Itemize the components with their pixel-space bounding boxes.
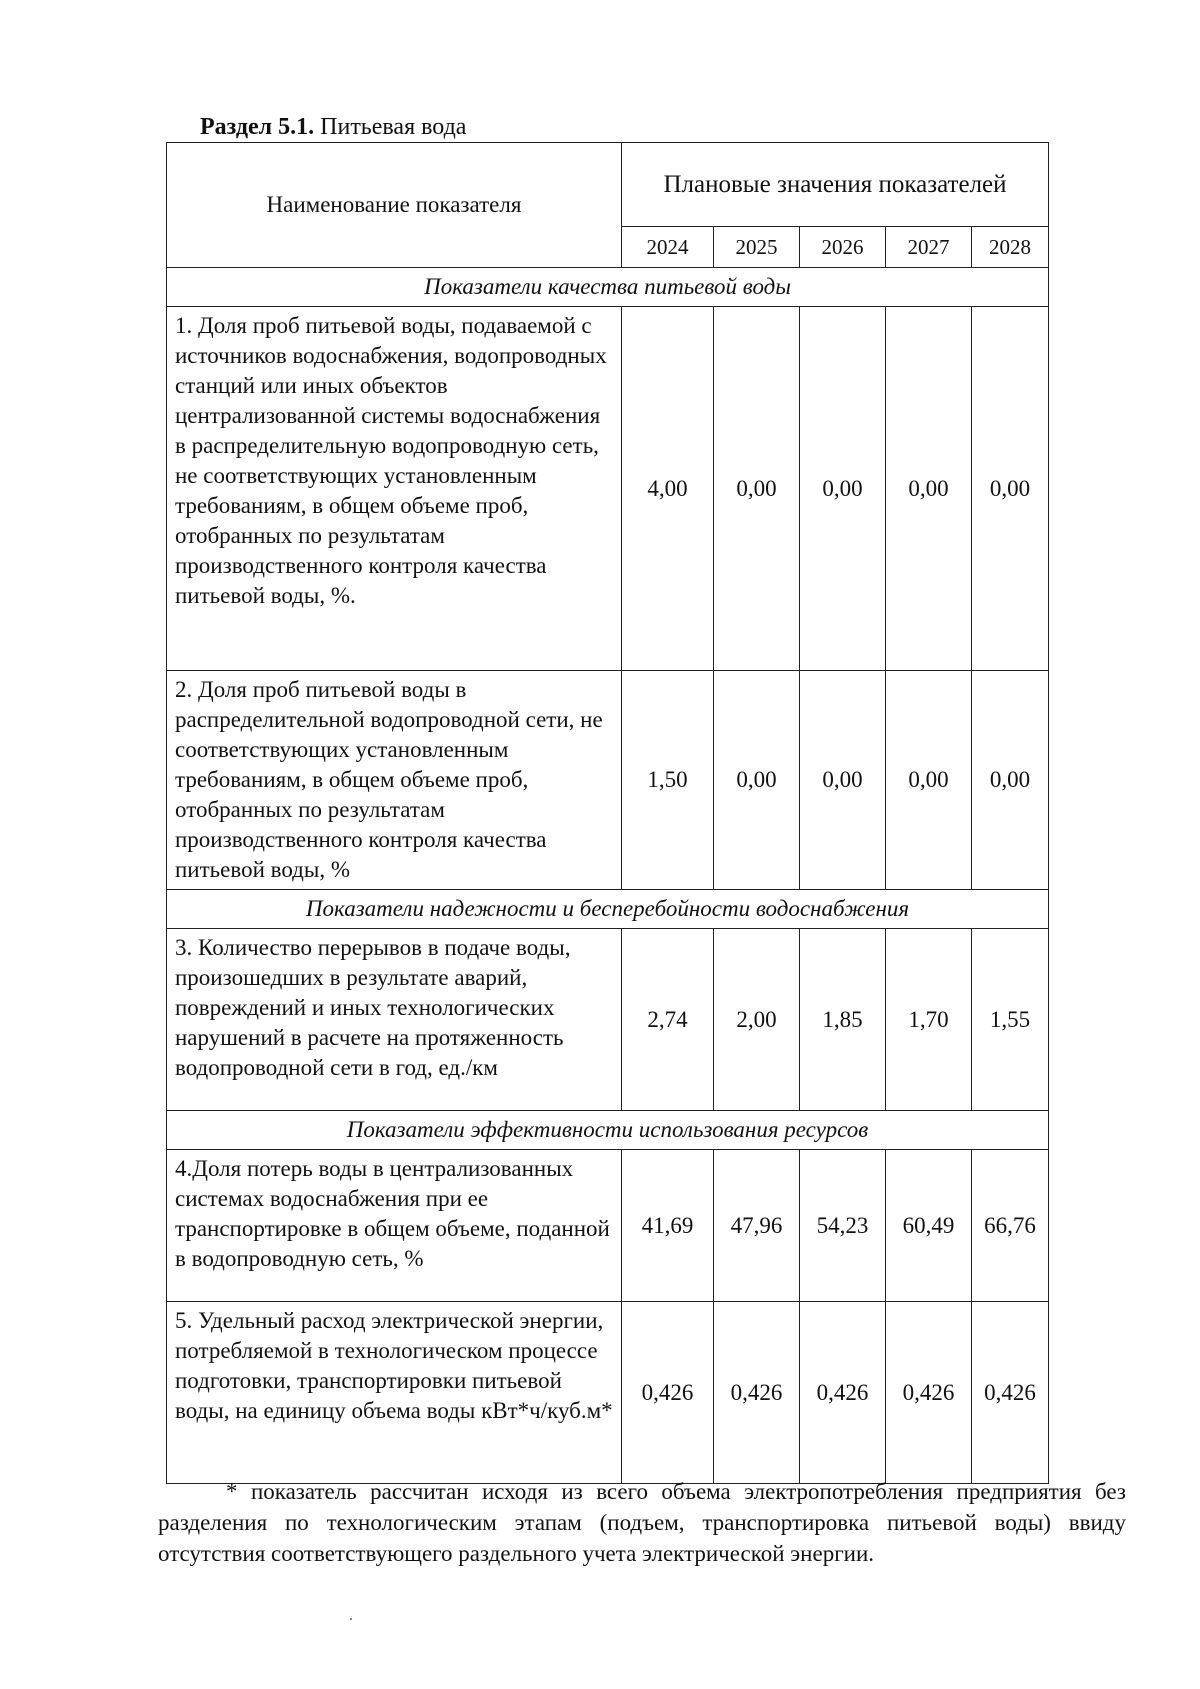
- indicator-value: 0,426: [886, 1302, 972, 1484]
- indicator-value: 0,426: [972, 1302, 1049, 1484]
- scan-speck: [350, 1618, 352, 1620]
- indicator-value: 0,00: [714, 307, 800, 671]
- indicator-name: 3. Количество перерывов в подаче воды, произошедших в результате аварий, повреждений и иных технологических нарушений в расчете на протяженность водопроводной сети в год, ед./км: [167, 929, 622, 1111]
- section-name: Питьевая вода: [320, 114, 467, 140]
- indicator-value: 66,76: [972, 1150, 1049, 1302]
- indicator-name: 5. Удельный расход электрической энергии, потребляемой в технологическом процессе подготовки, транспортировки питьевой воды, на единицу объема воды кВт*ч/куб.м*: [167, 1302, 622, 1484]
- section-title: [200, 112, 466, 142]
- indicator-name: 1. Доля проб питьевой воды, подаваемой с источников водоснабжения, водопроводных станций или иных объектов централизованной системы водоснабжения в распределительную водопроводную сеть, не соответствующих установленным требованиям, в общем объеме проб, отобранных по результатам производственного контроля качества питьевой воды, %.: [167, 307, 622, 671]
- indicator-value: 60,49: [886, 1150, 972, 1302]
- table-row: [167, 1150, 1049, 1302]
- indicator-value: 0,00: [886, 307, 972, 671]
- footnote: * показатель рассчитан исходя из всего объема электропотребления предприятия без разделения по технологическим этапам (подъем, транспортировка питьевой воды) ввиду отсутствия соответствующего раздельного учета электрической энергии.: [158, 1479, 1126, 1566]
- group-header: Показатели эффективности использования ресурсов: [167, 1111, 1049, 1150]
- indicator-value: 0,00: [800, 307, 886, 671]
- indicator-name: 4.Доля потерь воды в централизованных системах водоснабжения при ее транспортировке в общем объеме, поданной в водопроводную сеть, %: [167, 1150, 622, 1302]
- indicator-value: 1,50: [622, 671, 714, 890]
- indicator-value: 0,00: [972, 671, 1049, 890]
- indicator-value: 0,00: [886, 671, 972, 890]
- indicator-value: 1,85: [800, 929, 886, 1111]
- table-row: [167, 671, 1049, 890]
- group-header: Показатели качества питьевой воды: [167, 268, 1049, 307]
- year-header: 2025: [714, 227, 800, 268]
- indicator-value: 0,426: [800, 1302, 886, 1484]
- year-header: 2026: [800, 227, 886, 268]
- indicator-value: 1,70: [886, 929, 972, 1111]
- table-row: [167, 1302, 1049, 1484]
- section-label: Раздел 5.1.: [200, 114, 315, 140]
- indicator-value: 0,00: [714, 671, 800, 890]
- year-header: 2027: [886, 227, 972, 268]
- indicator-value: 54,23: [800, 1150, 886, 1302]
- indicator-value: 2,74: [622, 929, 714, 1111]
- indicators-table: [166, 142, 1049, 1484]
- plan-values-header: Плановые значения показателей: [622, 143, 1049, 227]
- indicator-value: 0,426: [714, 1302, 800, 1484]
- indicator-value: 41,69: [622, 1150, 714, 1302]
- indicator-value: 0,00: [800, 671, 886, 890]
- indicator-value: 0,426: [622, 1302, 714, 1484]
- table-row: [167, 929, 1049, 1111]
- indicator-value: 47,96: [714, 1150, 800, 1302]
- year-header: 2028: [972, 227, 1049, 268]
- table-row: [167, 307, 1049, 671]
- indicator-value: 1,55: [972, 929, 1049, 1111]
- year-header: 2024: [622, 227, 714, 268]
- group-header: Показатели надежности и бесперебойности водоснабжения: [167, 890, 1049, 929]
- indicator-value: 4,00: [622, 307, 714, 671]
- indicator-value: 0,00: [972, 307, 1049, 671]
- indicator-name: 2. Доля проб питьевой воды в распределительной водопроводной сети, не соответствующих установленным требованиям, в общем объеме проб, отобранных по результатам производственного контроля качества питьевой воды, %: [167, 671, 622, 890]
- indicator-value: 2,00: [714, 929, 800, 1111]
- name-column-header: Наименование показателя: [167, 143, 622, 268]
